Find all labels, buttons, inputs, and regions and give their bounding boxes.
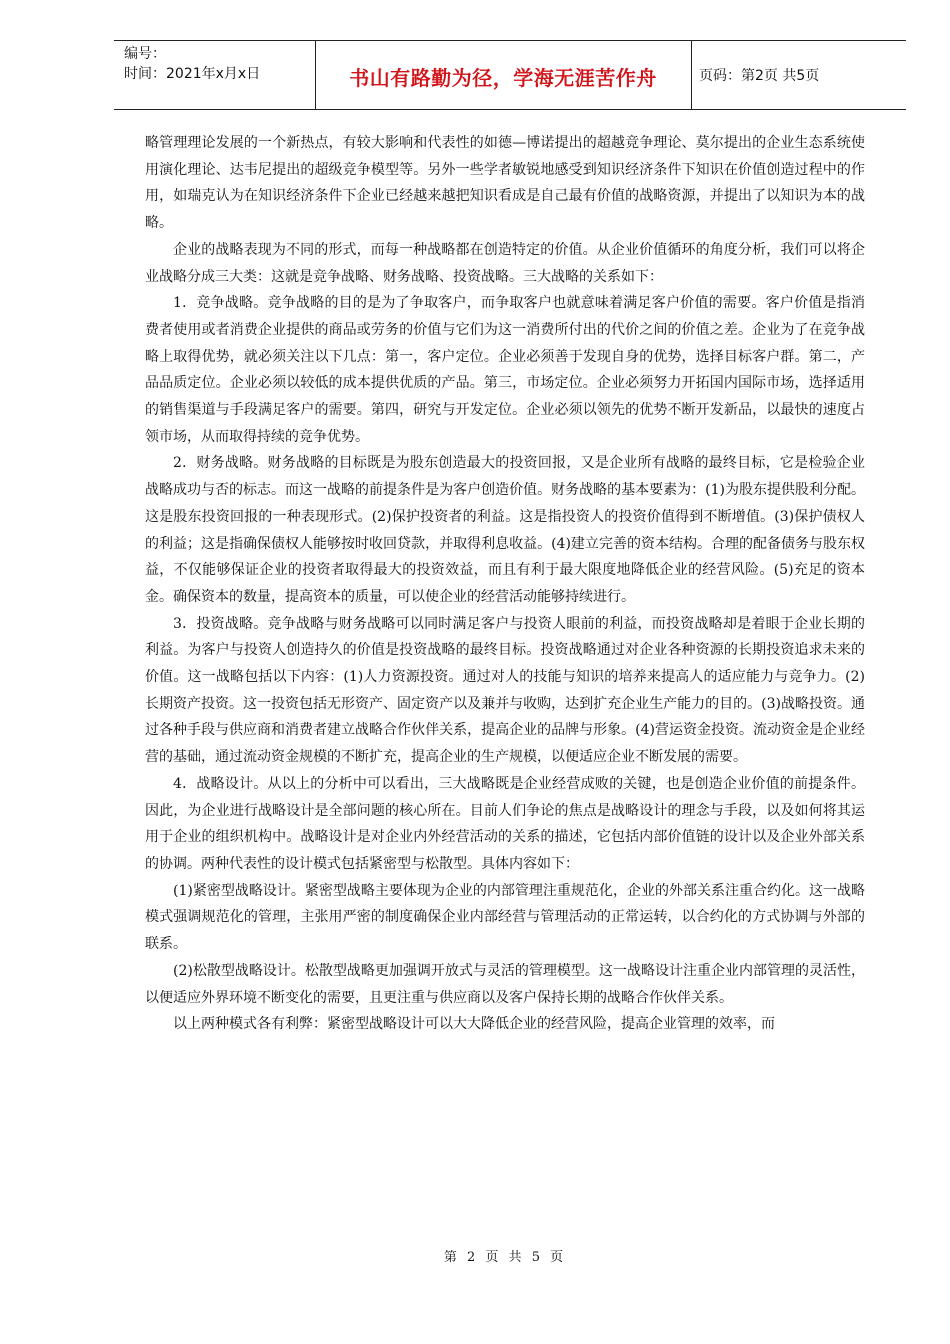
header-page-cell <box>691 41 906 109</box>
document-number-label: 编号： <box>124 46 166 62</box>
document-time-label: 时间：2021年x月x日 <box>124 66 261 82</box>
paragraph-competitive-strategy: 1．竞争战略。竞争战略的目的是为了争取客户，而争取客户也就意味着满足客户价值的需要。客户价值是指消费者使用或者消费企业提供的商品或劳务的价值与它们为这一消费所付出的代价之间的价值之差。企业为了在竞争战略上取得优势，就必须关注以下几点：第一，客户定位。企业必须善于发现自身的优势，选择目标客户群。第二，产品品质定位。企业必须以较低的成本提供优质的产品。第三，市场定位。企业必须努力开拓国内国际市场，选择适用的销售渠道与手段满足客户的需要。第四，研究与开发定位。企业必须以领先的优势不断开发新品，以最快的速度占领市场，从而取得持续的竞争优势。 <box>145 295 865 445</box>
paragraph-loose-design: (2)松散型战略设计。松散型战略更加强调开放式与灵活的管理模型。这一战略设计注重企业内部管理的灵活性，以便适应外界环境不断变化的需要，且更注重与供应商以及客户保持长期的战略合作伙伴关系。 <box>145 962 865 1006</box>
paragraph-investment-strategy: 3．投资战略。竞争战略与财务战略可以同时满足客户与投资人眼前的利益，而投资战略却是着眼于企业长期的利益。为客户与投资人创造持久的价值是投资战略的最终目标。投资战略通过对企业各种资源的长期投资追求未来的价值。这一战略包括以下内容：(1)人力资源投资。通过对人的技能与知识的培养来提高人的适应能力与竞争力。(2)长期资产投资。这一投资包括无形资产、固定资产以及兼并与收购，达到扩充企业生产能力的目的。(3)战略投资。通过各种手段与供应商和消费者建立战略合作伙伴关系，提高企业的品牌与形象。(4)营运资金投资。流动资金是企业经营的基础，通过流动资金规模的不断扩充，提高企业的生产规模，以便适应企业不断发展的需要。 <box>145 615 865 766</box>
header-page-number: 页码：第2页 共5页 <box>699 68 820 84</box>
header-meta-cell <box>114 41 316 109</box>
paragraph-tight-design: (1)紧密型战略设计。紧密型战略主要体现为企业的内部管理注重规范化，企业的外部关系注重合约化。这一战略模式强调规范化的管理，主张用严密的制度确保企业内部经营与管理活动的正常运转，以合约化的方式协调与外部的联系。 <box>145 882 865 953</box>
paragraph-strategy-types: 企业的战略表现为不同的形式，而每一种战略都在创造特定的价值。从企业价值循环的角度分析，我们可以将企业战略分成三大类：这就是竞争战略、财务战略、投资战略。三大战略的关系如下： <box>145 241 865 285</box>
paragraph-financial-strategy: 2．财务战略。财务战略的目标既是为股东创造最大的投资回报，又是企业所有战略的最终目标，它是检验企业战略成功与否的标志。而这一战略的前提条件是为客户创造价值。财务战略的基本要素为：(1)为股东提供股利分配。这是股东投资回报的一种表现形式。(2)保护投资者的利益。这是指投资人的投资价值得到不断增值。(3)保护债权人的利益；这是指确保债权人能够按时收回贷款，并取得利息收益。(4)建立完善的资本结构。合理的配备债务与股东权益，不仅能够保证企业的投资者取得最大的投资效益，而且有利于最大限度地降低企业的经营风险。(5)充足的资本金。确保资本的数量，提高资本的质量，可以使企业的经营活动能够持续进行。 <box>145 455 865 605</box>
document-body <box>145 130 865 1038</box>
paragraph-comparison: 以上两种模式各有利弊：紧密型战略设计可以大大降低企业的经营风险，提高企业管理的效率，而 <box>173 1016 775 1033</box>
header-motto-cell <box>315 41 692 109</box>
page-header <box>114 40 906 110</box>
page-footer: 第 2 页 共 5 页 <box>443 1250 567 1265</box>
paragraph-continued: 略管理理论发展的一个新热点，有较大影响和代表性的如德—博诺提出的超越竞争理论、莫尔提出的企业生态系统使用演化理论、达韦尼提出的超级竞争模型等。另外一些学者敏锐地感受到知识经济条件下知识在价值创造过程中的作用，如瑞克认为在知识经济条件下企业已经越来越把知识看成是自己最有价值的战略资源，并提出了以知识为本的战略。 <box>145 135 865 232</box>
paragraph-strategy-design: 4．战略设计。从以上的分析中可以看出，三大战略既是企业经营成败的关键，也是创造企业价值的前提条件。因此，为企业进行战略设计是全部问题的核心所在。目前人们争论的焦点是战略设计的理念与手段，以及如何将其运用于企业的组织机构中。战略设计是对企业内外经营活动的关系的描述，它包括内部价值链的设计以及企业外部关系的协调。两种代表性的设计模式包括紧密型与松散型。具体内容如下： <box>145 775 865 872</box>
header-motto: 书山有路勤为径，学海无涯苦作舟 <box>349 66 657 90</box>
